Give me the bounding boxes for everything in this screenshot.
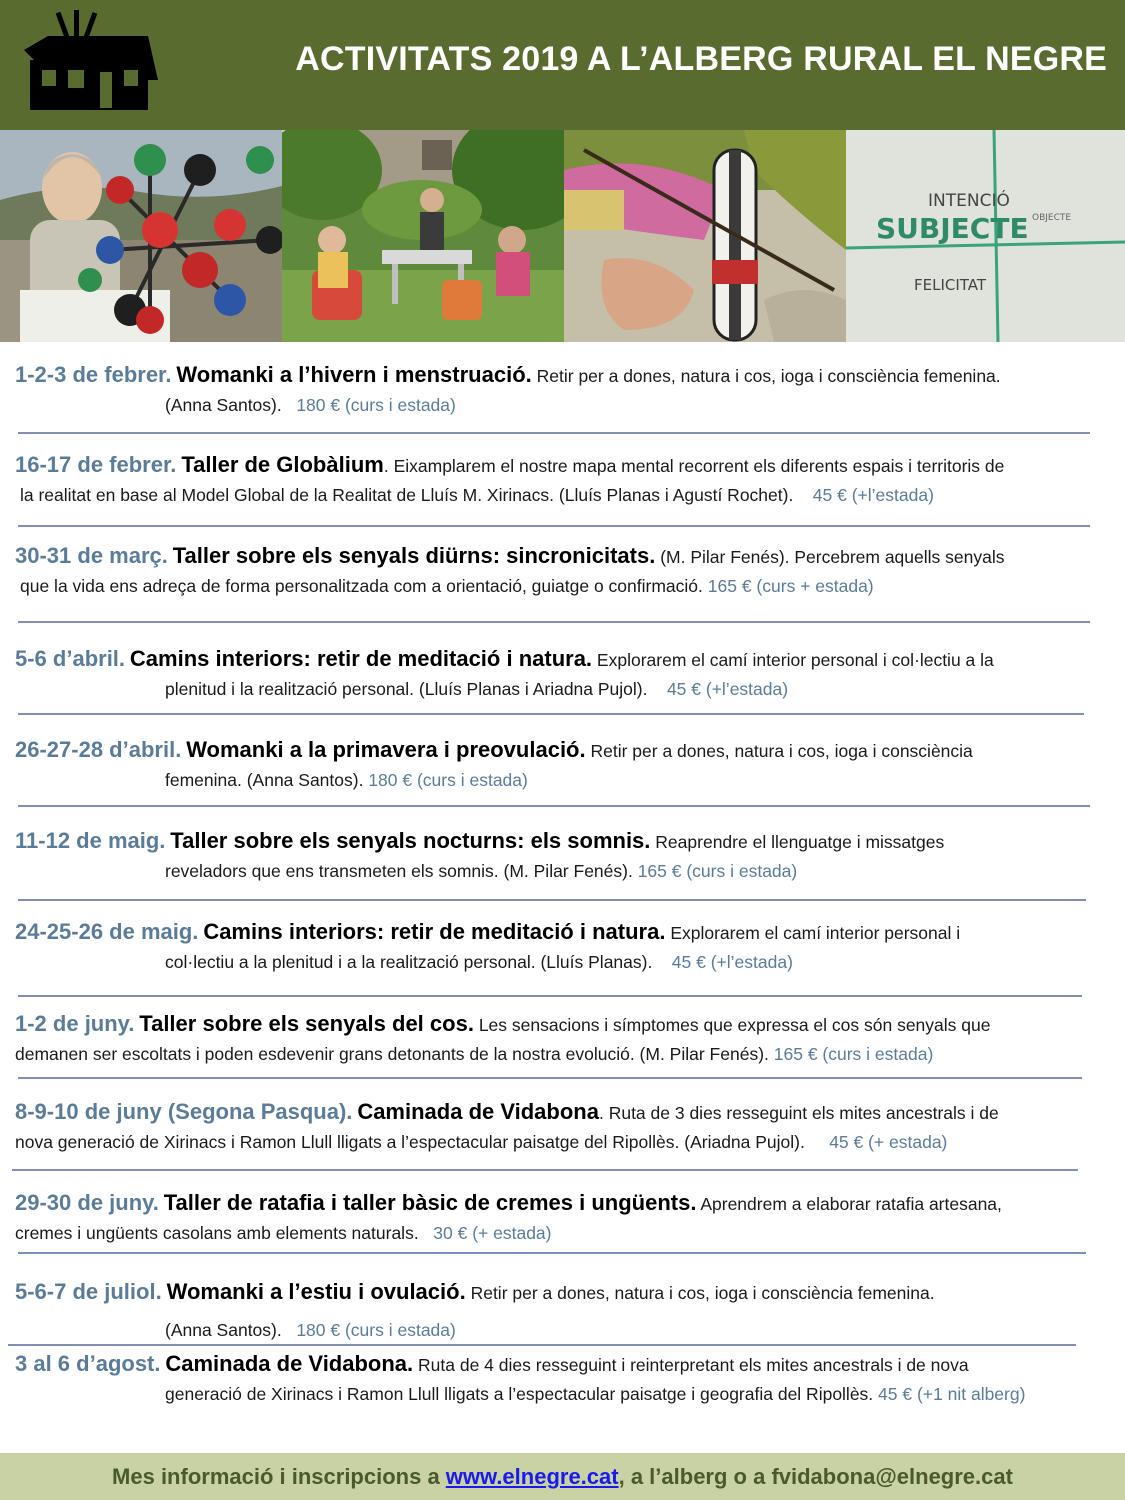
event-date: 3 al 6 d’agost.: [15, 1351, 161, 1376]
event-item: [15, 541, 1105, 601]
event-name: Camins interiors: retir de meditació i natura.: [203, 919, 666, 944]
event-description: Retir per a dones, natura i cos, ioga i consciència: [590, 741, 973, 761]
event-item: [15, 735, 1105, 795]
event-description: Retir per a dones, natura i cos, ioga i consciència femenina.: [470, 1283, 935, 1303]
photo-garden-meeting: [282, 130, 564, 342]
event-description: Reaprendre el llenguatge i missatges: [655, 832, 945, 852]
event-description-cont: femenina. (Anna Santos).: [165, 770, 364, 790]
event-date: 5-6-7 de juliol.: [15, 1279, 162, 1304]
divider: [18, 1252, 1086, 1254]
event-name: Taller de ratafia i taller bàsic de cremes i ungüents.: [163, 1190, 697, 1215]
website-link[interactable]: www.elnegre.cat: [445, 1464, 619, 1489]
event-description: (M. Pilar Fenés). Percebrem aquells senyals: [660, 547, 1005, 567]
event-item: [15, 450, 1105, 510]
photo-whiteboard: [846, 130, 1125, 342]
event-item: [15, 917, 1105, 977]
event-name: Caminada de Vidabona: [357, 1099, 599, 1124]
divider: [18, 805, 1090, 807]
event-description-cont: plenitud i la realització personal. (Lluís Planas i Ariadna Pujol).: [165, 679, 648, 699]
event-name: Taller sobre els senyals del cos.: [139, 1011, 474, 1036]
divider: [18, 432, 1090, 434]
event-name: Camins interiors: retir de meditació i natura.: [129, 646, 593, 671]
event-date: 1-2 de juny.: [15, 1011, 135, 1036]
event-price: 180 € (curs i estada): [368, 770, 528, 790]
event-price: 30 € (+ estada): [433, 1223, 552, 1243]
event-price: 165 € (curs i estada): [637, 861, 798, 881]
event-date: 1-2-3 de febrer.: [15, 362, 172, 387]
event-description-cont: (Anna Santos).: [165, 395, 282, 415]
event-description-cont: cremes i ungüents casolans amb elements naturals.: [15, 1223, 419, 1243]
event-description-cont: generació de Xirinacs i Ramon Llull lligats a l’espectacular paisatge i geografia del Ripollès.: [165, 1384, 874, 1404]
event-price: 45 € (+ estada): [829, 1132, 948, 1152]
divider: [18, 713, 1084, 715]
divider: [18, 899, 1086, 901]
event-item: [15, 826, 1105, 886]
event-description: Retir per a dones, natura i cos, ioga i consciència femenina.: [536, 366, 1001, 386]
event-description: . Eixamplarem el nostre mapa mental recorrent els diferents espais i territoris de: [383, 456, 1005, 476]
event-name: Womanki a la primavera i preovulació.: [186, 737, 586, 762]
whiteboard-word-objecte: OBJECTE: [1032, 213, 1072, 223]
event-price: 45 € (+l’estada): [671, 952, 793, 972]
event-price: 45 € (+1 nit alberg): [878, 1384, 1026, 1404]
photo-molecular-model: [0, 130, 282, 342]
event-name: Caminada de Vidabona.: [165, 1351, 414, 1376]
divider: [18, 525, 1090, 527]
event-date: 5-6 d’abril.: [15, 646, 126, 671]
event-price: 165 € (curs + estada): [707, 576, 874, 596]
event-description: Ruta de 4 dies resseguint i reinterpretant els mites ancestrals i de nova: [418, 1355, 969, 1375]
event-description-cont: (Anna Santos).: [165, 1320, 282, 1340]
event-item: [15, 644, 1105, 704]
event-price: 180 € (curs i estada): [296, 395, 456, 415]
event-date: 24-25-26 de maig.: [15, 919, 199, 944]
event-date: 29-30 de juny.: [15, 1190, 159, 1215]
event-price: 45 € (+l’estada): [812, 485, 934, 505]
header-banner: [0, 0, 1125, 130]
divider: [18, 995, 1082, 997]
event-date: 16-17 de febrer.: [15, 452, 177, 477]
event-item: [15, 1097, 1105, 1157]
event-date: 26-27-28 d’abril.: [15, 737, 182, 762]
event-description-cont: nova generació de Xirinacs i Ramon Llull lligats a l’espectacular paisatge del Ripollès. (Ariadna Pujol).: [15, 1132, 805, 1152]
event-name: Womanki a l’hivern i menstruació.: [176, 362, 532, 387]
footer-banner: [0, 1453, 1125, 1500]
divider: [18, 1077, 1082, 1079]
event-description-cont: que la vida ens adreça de forma personalitzada com a orientació, guiatge o confirmació.: [20, 576, 703, 596]
photo-instrument: [564, 130, 846, 342]
event-description: . Ruta de 3 dies resseguint els mites ancestrals i de: [598, 1103, 999, 1123]
whiteboard-word-felicitat: FELICITAT: [914, 276, 987, 294]
event-description: Explorarem el camí interior personal i col·lectiu a la: [596, 650, 994, 670]
event-item: [15, 360, 1105, 420]
event-item: [15, 1188, 1105, 1248]
event-price: 180 € (curs i estada): [296, 1320, 456, 1340]
event-price: 45 € (+l’estada): [666, 679, 789, 699]
house-logo-icon: [8, 10, 158, 110]
divider: [8, 1344, 1076, 1346]
page-title: ACTIVITATS 2019 A L’ALBERG RURAL EL NEGRE: [295, 40, 1107, 78]
event-name: Taller sobre els senyals nocturns: els somnis.: [170, 828, 651, 853]
footer-text: [112, 1464, 1013, 1489]
event-description: Explorarem el camí interior personal i: [670, 923, 961, 943]
photo-strip: [0, 130, 1125, 342]
event-description-cont: reveladors que ens transmeten els somnis. (M. Pilar Fenés).: [165, 861, 633, 881]
event-name: Taller de Globàlium: [181, 452, 384, 477]
event-name: Womanki a l’estiu i ovulació.: [166, 1279, 466, 1304]
event-description: Aprendrem a elaborar ratafia artesana,: [700, 1194, 1002, 1214]
divider: [12, 1169, 1078, 1171]
event-price: 165 € (curs i estada): [773, 1044, 934, 1064]
event-description-cont: demanen ser escoltats i poden esdevenir grans detonants de la nostra evolució. (M. Pilar Fenés).: [15, 1044, 769, 1064]
divider: [18, 621, 1090, 623]
event-item: [15, 1277, 1105, 1345]
event-item: [15, 1349, 1105, 1409]
event-date: 11-12 de maig.: [15, 828, 166, 853]
event-date: 30-31 de març.: [15, 543, 168, 568]
footer-suffix: , a l’alberg o a fvidabona@elnegre.cat: [618, 1464, 1013, 1489]
event-description-cont: col·lectiu a la plenitud i a la realització personal. (Lluís Planas).: [165, 952, 653, 972]
whiteboard-word-subjecte: SUBJECTE: [876, 212, 1029, 245]
event-date: 8-9-10 de juny (Segona Pasqua).: [15, 1099, 353, 1124]
event-item: [15, 1009, 1105, 1069]
event-name: Taller sobre els senyals diürns: sincronicitats.: [172, 543, 656, 568]
whiteboard-word-intencio: INTENCIÓ: [928, 191, 1010, 211]
event-description-cont: la realitat en base al Model Global de la Realitat de Lluís M. Xirinacs. (Lluís Planas i Agustí Rochet).: [20, 485, 794, 505]
footer-prefix: Mes informació i inscripcions a: [112, 1464, 446, 1489]
event-description: Les sensacions i símptomes que expressa el cos són senyals que: [478, 1015, 991, 1035]
